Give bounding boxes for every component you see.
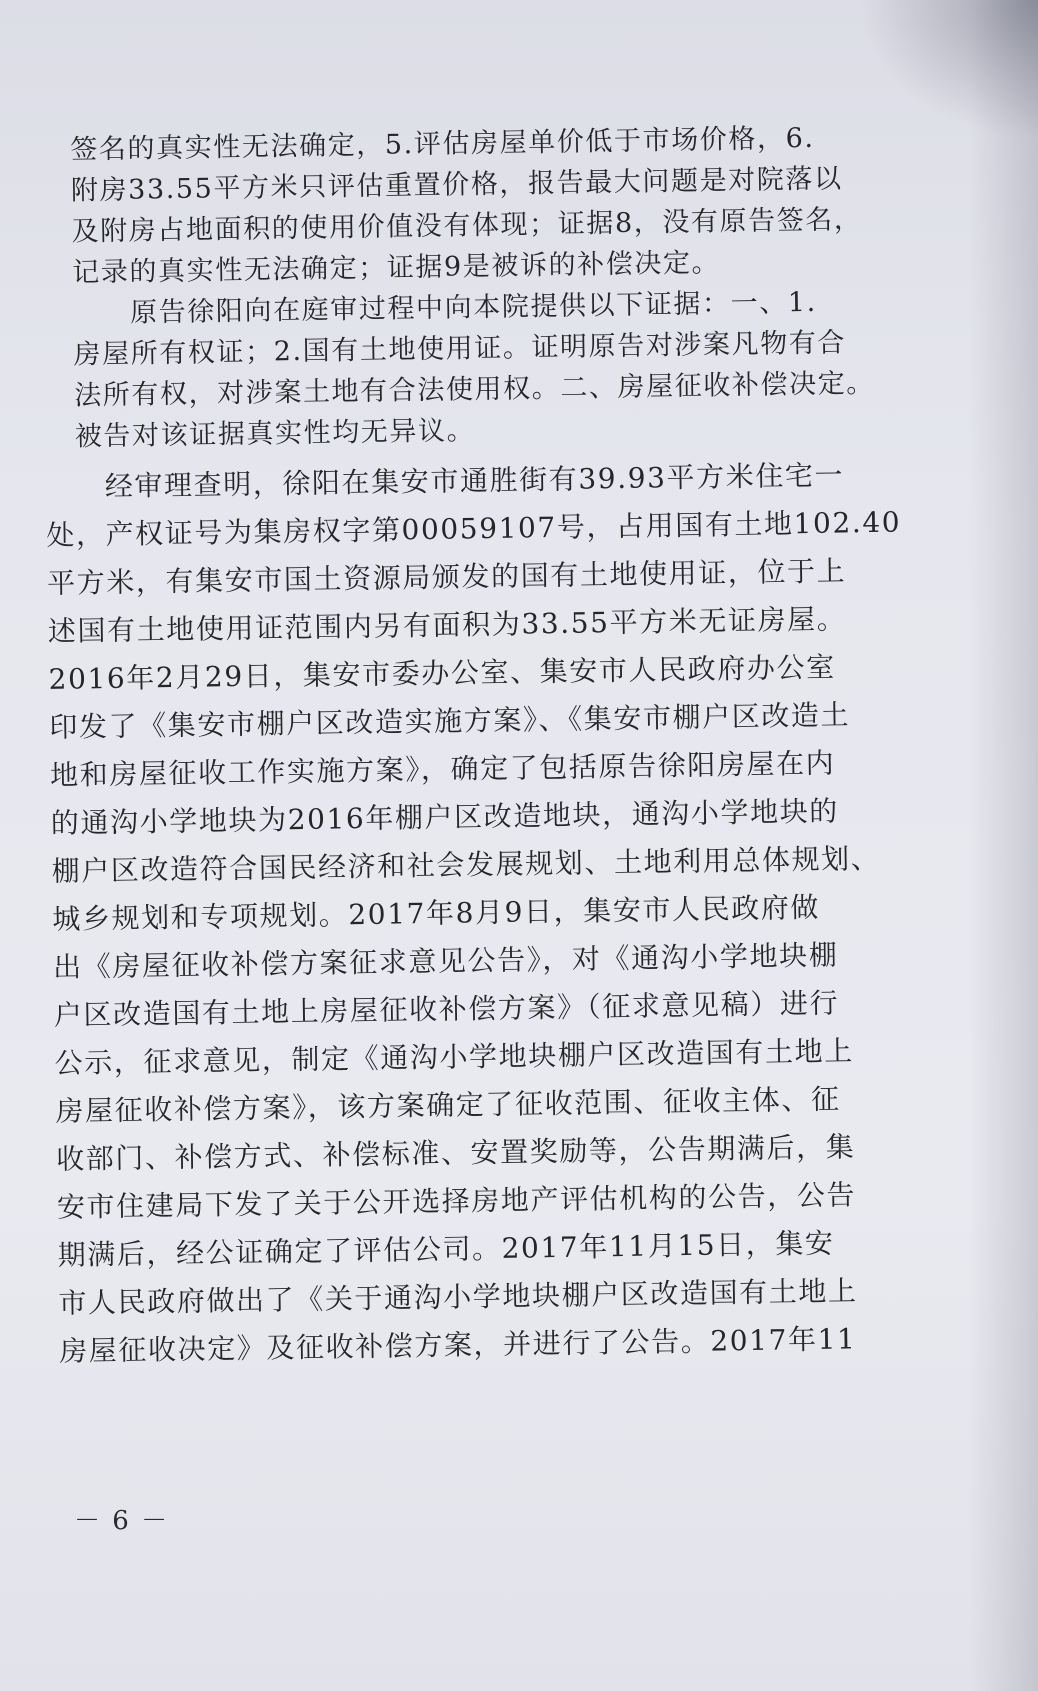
text-line: 2016年2月29日，集安市委办公室、集安市人民政府办公室 [48, 650, 836, 696]
page-number: － 6 － [74, 1506, 170, 1536]
text-line: 户区改造国有土地上房屋征收补偿方案》（征求意见稿）进行 [53, 986, 840, 1032]
paragraph-block-evidence [70, 116, 945, 458]
text-line: 法所有权，对涉案土地有合法使用权。二、房屋征收补偿决定。 [73, 367, 876, 412]
text-line: 记录的真实性无法确定；证据9是被诉的补偿决定。 [72, 247, 721, 289]
text-line: 收部门、补偿方式、补偿标准、安置奖励等，公告期满后，集 [55, 1130, 856, 1176]
text-line: 及附房占地面积的使用价值没有体现；证据8，没有原告签名， [71, 204, 863, 248]
text-line: 期满后，经公证确定了评估公司。2017年11月15日，集安 [57, 1226, 835, 1272]
text-line: 签名的真实性无法确定，5.评估房屋单价低于市场价格，6. [70, 122, 815, 166]
text-line: 房屋所有权证；2.国有土地使用证。证明原告对涉案凡物有合 [73, 327, 847, 371]
text-line: 经审理查明，徐阳在集安市通胜街有39.93平方米住宅一 [45, 458, 845, 504]
text-line: 平方米，有集安市国土资源局颁发的国有土地使用证，位于上 [46, 554, 847, 600]
text-line: 原告徐阳向在庭审过程中向本院提供以下证据：一、1. [72, 286, 818, 330]
text-line: 地和房屋征收工作实施方案》，确定了包括原告徐阳房屋在内 [49, 746, 836, 792]
paragraph-block-findings [45, 450, 959, 1376]
text-line: 安市住建局下发了关于公开选择房地产评估机构的公告，公告 [56, 1178, 857, 1224]
text-line: 出《房屋征收补偿方案征求意见公告》，对《通沟小学地块棚 [52, 938, 839, 984]
body-text [40, 116, 959, 1376]
text-line: 处，产权证号为集房权字第00059107号，占用国有土地102.40 [46, 505, 902, 552]
text-line: 附房33.55平方米只评估重置价格，报告最大问题是对院落以 [70, 163, 843, 207]
text-line: 被告对该证据真实性均无异议。 [74, 415, 476, 453]
page-edge-shadow [968, 0, 1038, 1691]
text-line: 印发了《集安市棚户区改造实施方案》、《集安市棚户区改造土 [49, 698, 851, 744]
text-line: 的通沟小学地块为2016年棚户区改造地块，通沟小学地块的 [50, 794, 840, 840]
text-line: 房屋征收补偿方案》，该方案确定了征收范围、征收主体、征 [55, 1082, 841, 1128]
text-line: 房屋征收决定》及征收补偿方案，并进行了公告。2017年11 [58, 1322, 857, 1368]
text-line: 述国有土地使用证范围内另有面积为33.55平方米无证房屋。 [47, 602, 847, 648]
text-line: 公示，征求意见，制定《通沟小学地块棚户区改造国有土地上 [54, 1034, 855, 1080]
text-line: 城乡规划和专项规划。2017年8月9日，集安市人民政府做 [52, 890, 821, 936]
text-line: 棚户区改造符合国民经济和社会发展规划、土地利用总体规划、 [51, 841, 881, 888]
text-line: 市人民政府做出了《关于通沟小学地块棚户区改造国有土地上 [58, 1274, 858, 1320]
